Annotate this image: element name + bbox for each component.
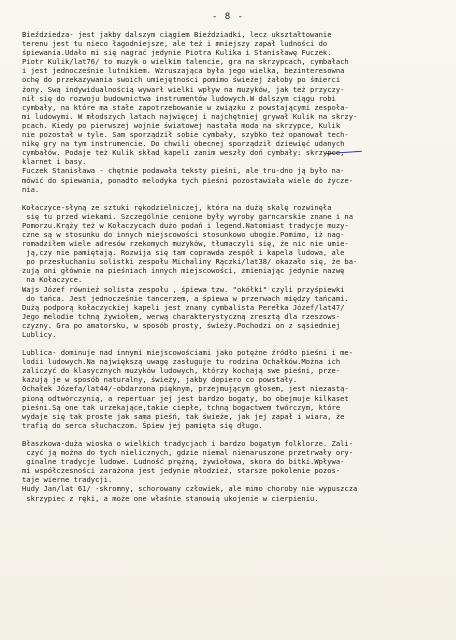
text-line: Piotr Kulik/lat76/ to muzyk o wielkim talencie, gra na skrzypcach, cymbałach <box>22 57 349 67</box>
text-line: skrzypiec z ręki, a może one właśnie stanowią ukojenie w cierpieniu. <box>22 493 319 503</box>
text-line: i jest jednocześnie lutnikiem. Wzruszająca była jego wielka, bezinteresowna <box>22 66 345 76</box>
text-line: żony. Swą indywidualnością wywarł wielki wpływ na muzyków, jak też przyczy- <box>22 84 345 94</box>
text-line: romadziłem wiele adresów rzekomych muzyków, tłumaczyli się, że nic nie umie- <box>22 239 349 249</box>
text-line: Dużą podporą kołaczyckiej kapeli jest znany cymbalista Perełka Józef/lat47/ <box>22 302 345 312</box>
text-line: Lubliса- dominuje nad innymi miejscowościami jako potężne źródło pieśni i me- <box>22 348 354 358</box>
text-line: Lublicy. <box>22 330 57 339</box>
text-line: nie pozostał w tyle. Sam sporządził sobie cymbały, szybko też opanował tech- <box>22 130 349 140</box>
text-line: mi ludowymi. W młodszych latach najwięcej i najchętniej grywał Kulik na skrzy- <box>22 111 358 121</box>
paragraph <box>22 348 446 430</box>
text-line: pcach. Kiedy po pierwszej wojnie światowej nastała moda na skrzypce, Kulik <box>22 120 341 130</box>
text-line: lodii ludowych.Na największą uwagę zasługuje tu rodzina Ochałków.Można ich <box>22 357 341 367</box>
text-line: Pomorzu.Krąży też w Kołaczycach dużo podań i legend.Natomiast tradycje muzy- <box>22 220 349 230</box>
text-line: pieśni.Są one tak urzekające,takie ciepłe, tchną bogactwem twórczym, które <box>22 402 341 412</box>
typed-text-body <box>22 30 446 503</box>
text-line: nia. <box>22 184 40 194</box>
text-line: cymbałów. Podaje też Kulik skład kapeli zanim weszły doń cymbały: skrzypce, <box>22 148 345 158</box>
text-line: się tu przed wiekami. Szczególnie cenione były wyroby garncarskie znane i na <box>22 211 354 221</box>
text-line: zują oni głównie na pieśniach innych miejscowości, zmieniając jedynie nazwę <box>22 266 345 276</box>
paragraph <box>22 203 446 339</box>
text-line: ją,czy nie pamiętają. Rozwija się tam coprawda zespół i kapela ludowa, ale <box>22 248 345 258</box>
text-line: Jego melodie tchną żywiołem, werwą charakterystyczną zresztą dla rzeszows- <box>22 311 341 321</box>
text-line: do tańca. Jest jednocześnie tancerzem, a śpiewa w przerwach między tańcami. <box>22 293 349 303</box>
text-line: czne są w stosunku do innych miejscowości stosunkowo ubogie.Pomimo, iż nag- <box>22 229 345 239</box>
text-line: Ochałek Józefa/lat44/-obdarzona pięknym, przejmującym głosem, jest niezastą- <box>22 384 349 394</box>
text-line: nikę gry na tym instrumencie. Do chwili obecnej sporządził dziewięć udanych <box>22 139 345 149</box>
text-line: cymbały, na które ma stałe zapotrzebowanie w związku z powstającymi zespoła- <box>22 102 349 112</box>
text-line: czyć ją można do tych nielicznych, gdzie niemal nienaruszone przetrwały ory- <box>22 448 354 458</box>
text-line: po przesłuchaniu solistki zespołu Michaliny Rączki/lat38/ okazało się, że ba- <box>22 257 358 267</box>
paragraph-gap <box>22 430 446 439</box>
text-line: trafią do serca słuchaczom. Śpiew jej pamięta się długo. <box>22 420 263 430</box>
text-line: Błaszkowa-duża wioska o wielkich tradycjach i bardzo bogatym folklorze. Zali- <box>22 438 354 448</box>
page-number: - 8 - <box>211 12 245 22</box>
text-line: na Kołaczyce. <box>22 275 83 285</box>
text-line: zaliczyć do klasycznych muzyków ludowych, którzy kochają swe pieśni, prze- <box>22 366 341 376</box>
text-line: wydaje się tak proste jak sama pieśń, tak świeże, jak jej zapał i wiara, że <box>22 411 345 421</box>
text-line: tajе wierne tradycji. <box>22 475 113 485</box>
paragraph <box>22 439 446 503</box>
text-line: Kołaczyce-słyną ze sztuki rękodzielniczej, która na dużą skalę rozwinęła <box>22 202 332 212</box>
text-line: ginalne tradycje ludowe. Ludność prężną, żywiołowa, skora do bitki.Wpływa- <box>22 457 345 467</box>
paragraph-gap <box>22 339 446 348</box>
text-line: pioną odtwórczynią, a repertuar jej jest bardzo bogaty, bo obejmuje kilkaset <box>22 393 349 403</box>
text-line: nił się do rozwoju budownictwa instrumentów ludowych.W dalszym ciągu robi <box>22 93 336 103</box>
text-line: Bieździedza- jest jakby dalszym ciągiem Bieździadki, lecz ukształtowanie <box>22 30 332 39</box>
text-line: Hudy Jan/lat 61/ -skromny, schorowany człowiek, ale mimo choroby nie wypuszcza <box>22 484 358 494</box>
text-line: kazują je w sposób naturalny, świeży, jakby dopiero co powstały. <box>22 375 298 385</box>
paragraph-gap <box>22 194 446 203</box>
text-line: ochę do przekazywania swoich umiejętności pomimo świeżej żałoby po śmierci <box>22 75 341 85</box>
text-line: czyzny. Gra po amatorsku, w sposób prosty, świeży.Pochodzi on z sąsiedniej <box>22 320 341 330</box>
text-line: Wajs Józef również solista zespołu , śpiewa tzw. "okółki" czyli przyśpiewki <box>22 284 345 294</box>
text-line: mówić do śpiewania, ponadto melodyka tych pieśni pozostawiała wiele do życze- <box>22 175 354 185</box>
text-line: mi współczesności zarażona jest jedynie młodzież, starsze pokolenie pozos- <box>22 466 341 476</box>
text-line: Fuczek Stanisława - chętnie podawała teksty pieśni, ale tru-dno ją było na- <box>22 166 345 176</box>
text-line: klarnet i basy. <box>22 157 87 167</box>
paragraph <box>22 30 446 194</box>
text-line: terenu jest tu nieco łagodniejsze, ale też i mniejszy zapał ludności do <box>22 39 328 49</box>
text-line: śpiewania.Udało mi się nagrać jedynie Piotra Kulika i Stanisławę Fuczek. <box>22 48 332 58</box>
